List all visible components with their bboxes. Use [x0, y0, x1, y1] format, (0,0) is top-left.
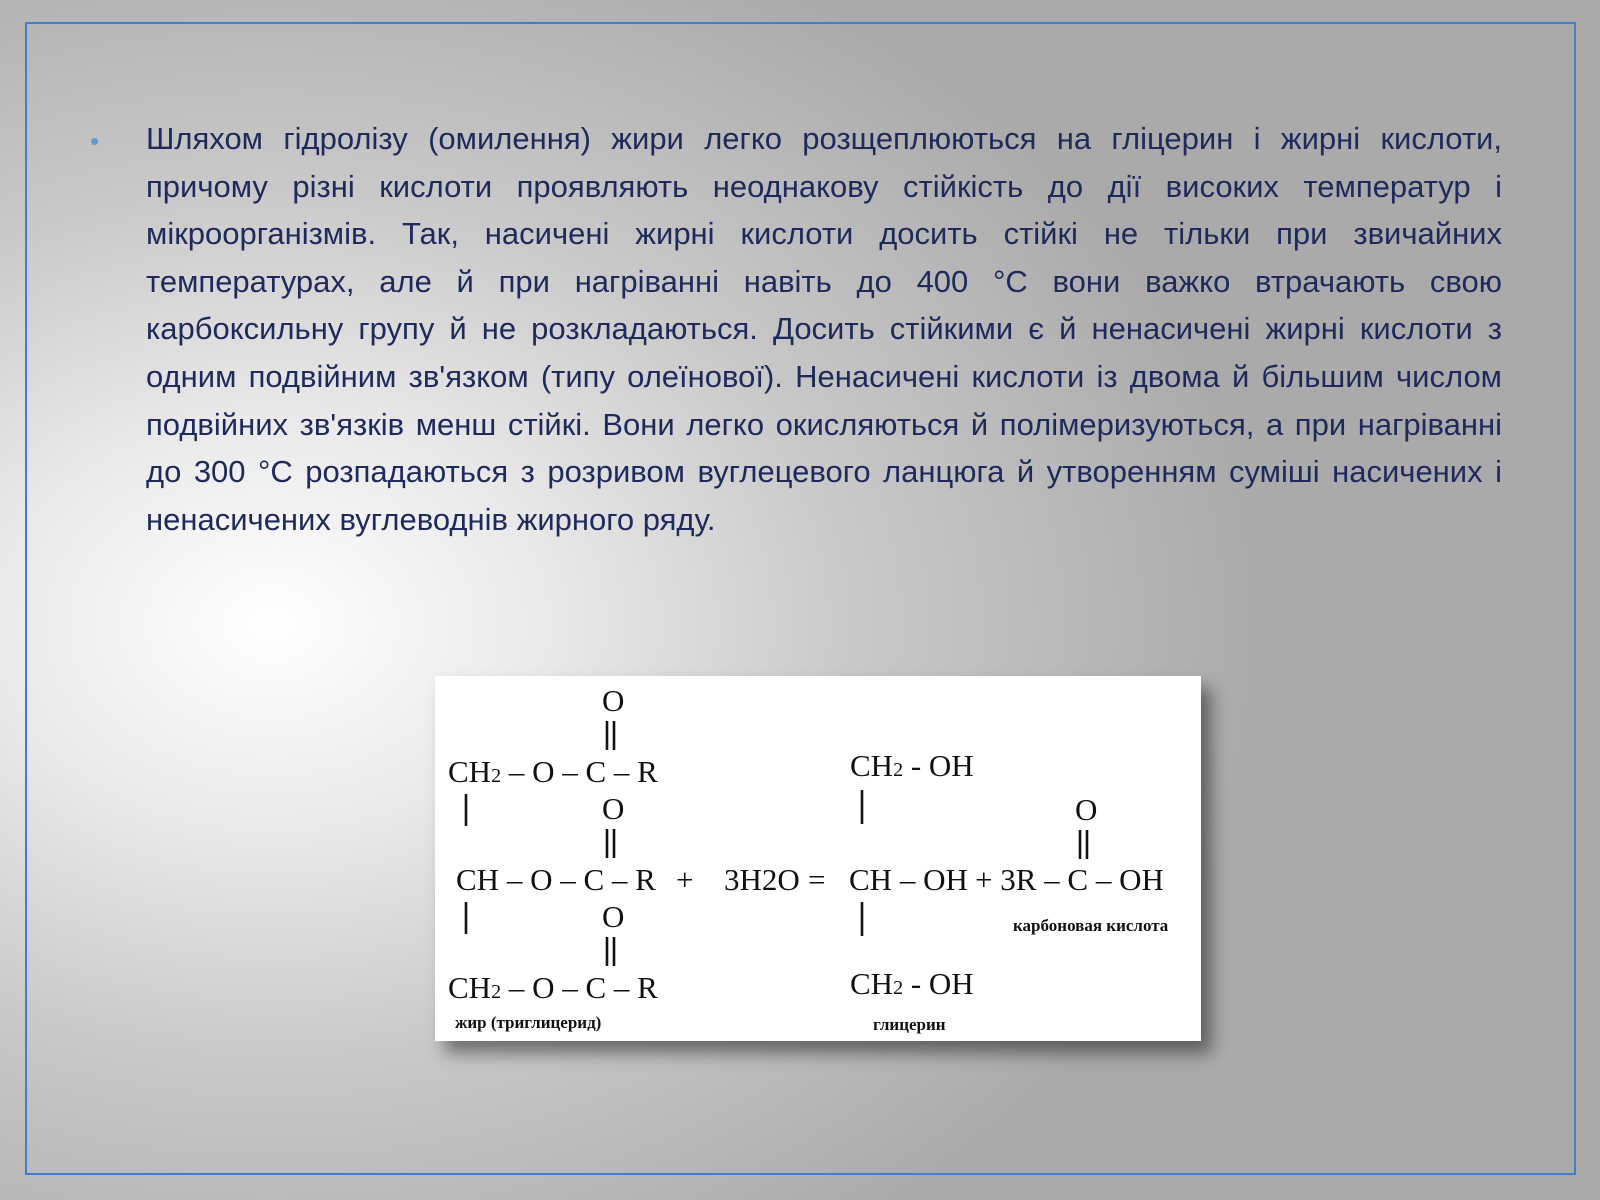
slide-body-text: Шляхом гідролізу (омилення) жири легко розщеплюються на гліцерин і жирні кислоти, причому різні кислоти проявляють неоднакову стійкість до дії високих температур і мікроорганізмів. Так, насичені жирні кислоти досить стійкі не тільки при звичайних температурах, але й при нагріванні навіть до 400 °С вони важко втрачають свою карбоксильну групу й не розкладаються. Досить стійкими є й ненасичені жирні кислоти з одним подвійним зв'язком (типу олеїнової). Ненасичені кислоти із двома й більшим числом подвійних зв'язків менш стійкі. Вони легко окисляються й полімеризуються, а при нагріванні до 300 °С розпадаються з розривом вуглецевого ланцюга й утворенням суміші насичених і ненасичених вуглеводнів жирного ряду. — [146, 121, 1502, 537]
glycerol-row-3: CH2 - OH — [850, 966, 974, 1001]
glycerol-caption: глицерин — [873, 1015, 946, 1034]
fat-row-2: CH – O – C – R — [456, 862, 656, 897]
acid-formula: + 3R – C – OH — [975, 862, 1164, 897]
plus-sign: + — [676, 862, 694, 897]
fat-row-1: CH2 – O – C – R — [448, 754, 658, 789]
slide-content — [90, 115, 1502, 543]
fat-oxygen-1: O — [602, 683, 625, 718]
acid-caption: карбоновая кислота — [1013, 916, 1169, 935]
equals-sign: = — [808, 862, 826, 897]
hydrolysis-reaction-figure — [435, 676, 1201, 1041]
fat-oxygen-3: O — [602, 899, 625, 934]
acid-oxygen: O — [1075, 792, 1098, 827]
bullet-point: • — [90, 126, 100, 156]
glycerol-row-1: CH2 - OH — [850, 748, 974, 783]
water-formula: 3H2O — [724, 862, 800, 897]
fat-row-3: CH2 – O – C – R — [448, 970, 658, 1005]
fat-oxygen-2: O — [602, 791, 625, 826]
reaction-diagram — [435, 676, 1201, 1041]
fat-caption: жир (триглицерид) — [455, 1013, 602, 1032]
glycerol-row-2: CH – OH — [849, 862, 968, 897]
